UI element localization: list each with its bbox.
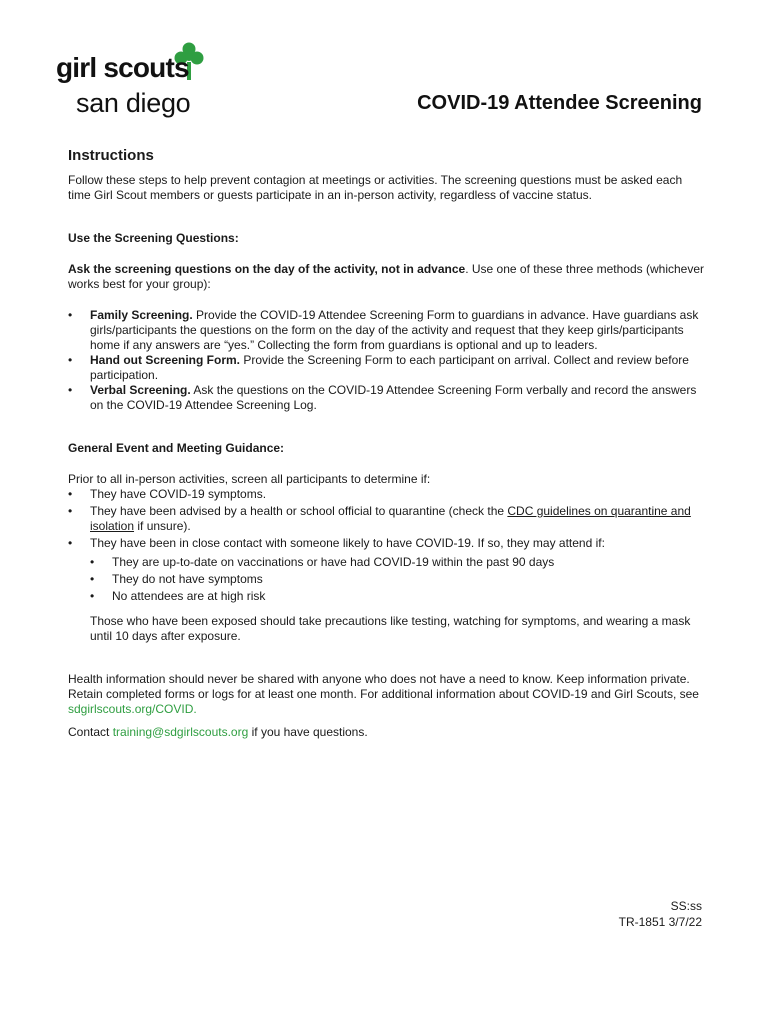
guidance-item-text: They have been advised by a health or school official to quarantine (check the <box>90 504 508 518</box>
guidance-list <box>68 487 708 604</box>
guidance-heading: General Event and Meeting Guidance: <box>68 441 285 455</box>
document-body <box>68 148 708 740</box>
method-title: Hand out Screening Form. <box>90 353 241 367</box>
list-item <box>68 308 708 353</box>
girl-scouts-logo <box>56 42 216 124</box>
page-title: COVID-19 Attendee Screening <box>417 92 702 114</box>
instructions-intro: Follow these steps to help prevent contagion at meetings or activities. The screening questions must be asked each time Girl Scout members or guests participate in an in-person activity, regardless of vaccine status. <box>68 173 683 202</box>
screening-lead-rest: . Use one of these three methods (whichever works best for your group): <box>68 262 704 291</box>
contact-pre: Contact <box>68 725 113 739</box>
list-item <box>68 353 708 383</box>
list-item <box>68 504 708 534</box>
contact-email-link[interactable]: training@sdgirlscouts.org <box>112 725 249 739</box>
method-text: Provide the COVID-19 Attendee Screening Form to guardians in advance. Have guardians ask girls/participants the questions on the form on the day of the activity and request that they keep girls/participants home if any answers are “yes.” Collecting the form from guardians is optional and up to leaders. <box>90 308 699 352</box>
screening-lead <box>68 262 708 292</box>
logo-text-girl-scouts: girl scouts <box>56 52 189 83</box>
list-item <box>68 536 708 604</box>
screening-lead-bold: Ask the screening questions on the day of the activity, not in advance <box>68 262 466 276</box>
list-item: • They are up-to-date on vaccinations or have had COVID-19 within the past 90 days <box>90 555 708 570</box>
exposure-note: Those who have been exposed should take precautions like testing, watching for symptoms, and wearing a mask until 10 days after exposure. <box>90 614 691 643</box>
privacy-text: Health information should never be shared with anyone who does not have a need to know. Keep information private. Retain completed forms or logs for at least one month. For additional information about COVID-19 and Girl Scouts, see <box>68 672 699 701</box>
contact-post: if you have questions. <box>248 725 368 739</box>
footer-form-code: TR-1851 3/7/22 <box>618 915 702 929</box>
logo-text-san-diego: san diego <box>76 88 191 118</box>
attend-conditions-list <box>90 555 708 604</box>
list-item <box>68 383 708 413</box>
guidance-intro: Prior to all in-person activities, screen all participants to determine if: <box>68 472 431 486</box>
method-title: Family Screening. <box>90 308 193 322</box>
footer-initials: SS:ss <box>670 899 702 913</box>
list-item: • They do not have symptoms <box>90 572 708 587</box>
cdc-guidelines-link[interactable]: CDC guidelines on quarantine and isolation <box>90 504 691 533</box>
privacy-paragraph <box>68 672 708 717</box>
method-text: Provide the Screening Form to each participant on arrival. Collect and review before participation. <box>90 353 689 382</box>
contact-paragraph <box>68 725 708 740</box>
screening-heading: Use the Screening Questions: <box>68 231 239 245</box>
method-title: Verbal Screening. <box>90 383 191 397</box>
list-item: • No attendees are at high risk <box>90 589 708 604</box>
guidance-item-text: if unsure). <box>134 519 191 533</box>
method-text: Ask the questions on the COVID-19 Attendee Screening Form verbally and record the answers on the COVID-19 Attendee Screening Log. <box>90 383 697 412</box>
screening-methods-list <box>68 308 708 413</box>
document-footer <box>619 898 702 930</box>
guidance-item-text: They have been in close contact with someone likely to have COVID-19. If so, they may attend if: <box>90 536 605 550</box>
covid-info-link[interactable]: sdgirlscouts.org/COVID. <box>68 702 197 716</box>
list-item: • They have COVID-19 symptoms. <box>68 487 708 502</box>
instructions-heading: Instructions <box>68 147 154 164</box>
